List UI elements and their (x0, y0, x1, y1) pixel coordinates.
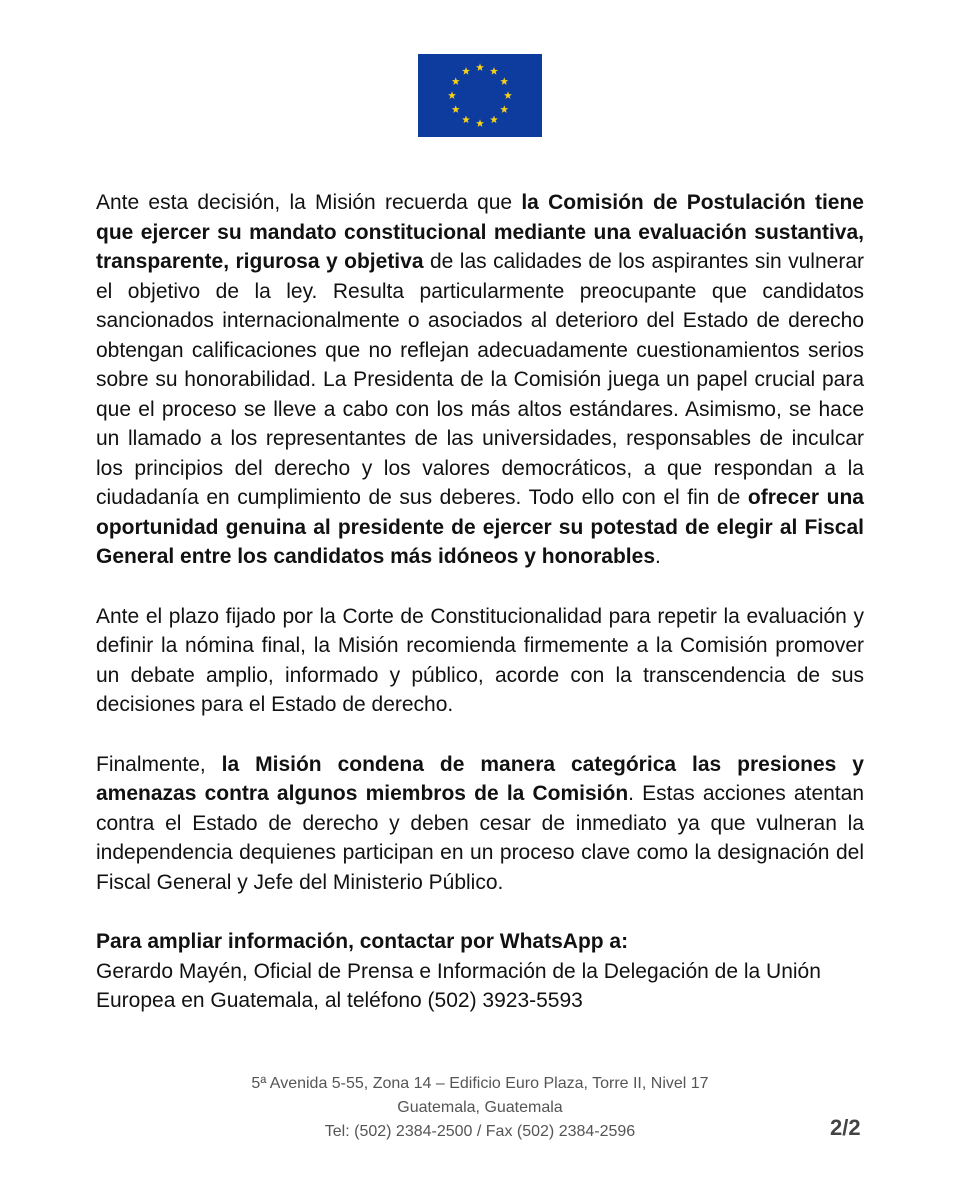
page-number: 2/2 (830, 1115, 861, 1140)
footer-phone: Tel: (502) 2384-2500 / Fax (502) 2384-2596 (324, 1123, 636, 1140)
paragraph-1 (96, 188, 864, 572)
footer-address: 5ª Avenida 5-55, Zona 14 – Edificio Euro Plaza, Torre II, Nivel 17 (251, 1075, 709, 1092)
text-run: . (655, 545, 661, 568)
contact-heading: Para ampliar información, contactar por WhatsApp a: (96, 930, 629, 953)
text-run: . Estas acciones atentan contra el Estado de derecho y deben cesar de inmediato ya que vulneran la independencia dequienes participan en un proceso clave como la designación del Fiscal General y Jefe del Ministerio Público. (96, 782, 864, 894)
contact-block (96, 927, 864, 1016)
text-run: Ante esta decisión, la Misión recuerda que (96, 191, 522, 214)
footer-city: Guatemala, Guatemala (397, 1099, 563, 1116)
bold-text-run: ofrecer una oportunidad genuina al presidente de ejercer su potestad de elegir al Fiscal General entre los candidatos más idóneos y honorables (96, 486, 864, 568)
paragraph-3 (96, 750, 864, 898)
text-run: Ante el plazo fijado por la Corte de Constitucionalidad para repetir la evaluación y definir la nómina final, la Misión recomienda firmemente a la Comisión promover un debate amplio, informado y público, acorde con la transcendencia de sus decisiones para el Estado de derecho. (96, 604, 864, 716)
document-body (96, 188, 864, 1016)
eu-flag-logo (418, 54, 542, 137)
footer (0, 1072, 960, 1144)
text-run: de las calidades de los aspirantes sin vulnerar el objetivo de la ley. Resulta particularmente preocupante que candidatos sancionados internacionalmente o asociados al deterioro del Estado de derecho obtengan calificaciones que no reflejan adecuadamente cuestionamientos serios sobre su honorabilidad. La Presidenta de la Comisión juega un papel crucial para que el proceso se lleve a cabo con los más altos estándares. Asimismo, se hace un llamado a los representantes de las universidades, responsables de inculcar los principios del derecho y los valores democráticos, a que respondan a la ciudadanía en cumplimiento de sus deberes. Todo ello con el fin de (96, 250, 864, 509)
bold-text-run: la Comisión de Postulación tiene que ejercer su mandato constitucional mediante una evaluación sustantiva, transparente, rigurosa y objetiva (96, 191, 864, 273)
contact-details: Gerardo Mayén, Oficial de Prensa e Información de la Delegación de la Unión Europea en Guatemala, al teléfono (502) 3923-5593 (96, 959, 821, 1012)
eu-flag-icon (418, 54, 542, 137)
text-run: Finalmente, (96, 752, 222, 776)
bold-text-run: la Misión condena de manera categórica las presiones y amenazas contra algunos miembros de la Comisión (96, 752, 864, 805)
paragraph-2 (96, 602, 864, 720)
